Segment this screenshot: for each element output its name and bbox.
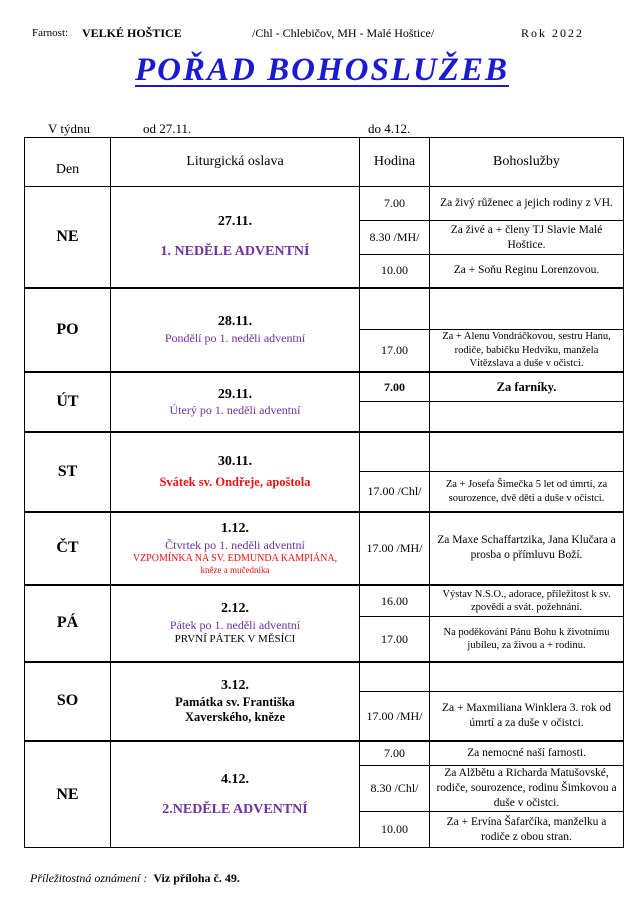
service-cell: Za + Ervína Šafarčíka, manželku a rodiče z obou stran. — [430, 812, 624, 848]
schedule-table — [24, 137, 624, 848]
year: Rok 2022 — [521, 26, 585, 40]
villages-legend: /Chl - Chlebičov, MH - Malé Hoštice/ — [252, 26, 435, 40]
service-cell: Za živý růženec a jejich rodiny z VH. — [430, 187, 624, 221]
celebration-cell — [111, 372, 360, 432]
table-header-row — [25, 138, 624, 187]
hour-cell: 8.30 /MH/ — [360, 221, 430, 255]
date: 2.12. — [221, 601, 249, 617]
table-row — [25, 288, 624, 330]
service-cell: Za + Soňu Reginu Lorenzovou. — [430, 255, 624, 288]
day-cell: PO — [25, 288, 111, 372]
celebration-name: Památka sv. Františka Xaverského, kněze — [175, 694, 295, 725]
service-cell: Za Maxe Schaffartzika, Jana Klučara a prosba o přímluvu Boží. — [430, 512, 624, 585]
celebration-cell — [111, 288, 360, 372]
date: 28.11. — [217, 314, 253, 330]
hour-cell — [360, 662, 430, 692]
table-row — [25, 585, 624, 617]
hour-cell: 10.00 — [360, 255, 430, 288]
date: 3.12. — [221, 678, 249, 694]
service-cell — [430, 288, 624, 330]
table-row — [25, 662, 624, 692]
week-label: V týdnu — [48, 121, 91, 136]
celebration-name: Úterý po 1. neděli adventní — [169, 403, 301, 418]
day-cell: NE — [25, 187, 111, 288]
memorial-subtitle: kněze a mučedníka — [200, 565, 270, 576]
celebration-cell — [111, 512, 360, 585]
date: 30.11. — [217, 454, 253, 470]
service-cell — [430, 432, 624, 472]
col-header-hour: Hodina — [360, 138, 430, 187]
day-cell: SO — [25, 662, 111, 741]
hour-cell: 7.00 — [360, 187, 430, 221]
service-cell — [430, 662, 624, 692]
memorial: VZPOMÍNKA NA SV. EDMUNDA KAMPIÁNA, — [132, 552, 338, 564]
table-row — [25, 372, 624, 402]
footer-label: Příležitostná oznámení : — [30, 871, 148, 885]
hour-cell — [360, 288, 430, 330]
celebration-cell — [111, 741, 360, 848]
celebration-cell — [111, 432, 360, 512]
celebration-name: Svátek sv. Ondřeje, apoštola — [159, 474, 311, 489]
hour-cell: 16.00 — [360, 585, 430, 617]
service-cell — [430, 402, 624, 432]
week-from: od 27.11. — [143, 121, 192, 136]
table-row — [25, 187, 624, 221]
hour-cell: 7.00 — [360, 372, 430, 402]
page-title: POŘAD BOHOSLUŽEB — [135, 52, 509, 88]
hour-cell: 8.30 /Chl/ — [360, 766, 430, 812]
celebration-name: Pátek po 1. neděli adventní — [169, 617, 301, 632]
table-row — [25, 432, 624, 472]
service-cell: Za farníky. — [430, 372, 624, 402]
service-cell: Za nemocné naší farnosti. — [430, 741, 624, 766]
hour-cell: 17.00 — [360, 617, 430, 662]
service-cell: Za + Josefa Šimečka 5 let od úmrtí, za sourozence, dvě děti a duše v očistci. — [430, 472, 624, 512]
celebration-name: 2.NEDĚLE ADVENTNÍ — [162, 801, 308, 817]
service-cell: Na poděkování Pánu Bohu k životnímu jubileu, za živou a + rodinu. — [430, 617, 624, 662]
celebration-name: Pondělí po 1. neděli adventní — [164, 330, 306, 345]
parish-label: Farnost: — [32, 27, 69, 39]
date: 27.11. — [217, 214, 253, 230]
hour-cell: 17.00 — [360, 330, 430, 372]
table-row — [25, 512, 624, 585]
hour-cell — [360, 402, 430, 432]
service-cell: Za Alžbětu a Richarda Matušovské, rodiče, sourozence, rodinu Šimkovou a duše v očistci. — [430, 766, 624, 812]
col-header-services: Bohoslužby — [430, 138, 624, 187]
day-cell: NE — [25, 741, 111, 848]
col-header-day: Den — [25, 138, 111, 187]
celebration-note: PRVNÍ PÁTEK V MĚSÍCI — [174, 632, 296, 645]
service-cell: Za + Alenu Vondráčkovou, sestru Hanu, rodiče, babičku Hedviku, manžela Vítězslava a duše v očistci. — [430, 330, 624, 372]
celebration-cell — [111, 585, 360, 662]
celebration-cell — [111, 187, 360, 288]
hour-cell: 7.00 — [360, 741, 430, 766]
hour-cell: 17.00 /MH/ — [360, 692, 430, 741]
footer-text: Viz příloha č. 49. — [153, 871, 240, 885]
service-cell: Výstav N.S.O., adorace, příležitost k sv. zpovědi a svát. požehnání. — [430, 585, 624, 617]
day-cell: PÁ — [25, 585, 111, 662]
day-cell: ST — [25, 432, 111, 512]
hour-cell: 17.00 /MH/ — [360, 512, 430, 585]
day-cell: ČT — [25, 512, 111, 585]
day-cell: ÚT — [25, 372, 111, 432]
footer — [30, 871, 240, 886]
celebration-name: Čtvrtek po 1. neděli adventní — [165, 537, 305, 552]
date: 4.12. — [221, 772, 249, 788]
service-cell: Za + Maxmiliana Winklera 3. rok od úmrtí a za duše v očistci. — [430, 692, 624, 741]
celebration-name: 1. NEDĚLE ADVENTNÍ — [160, 243, 310, 259]
service-cell: Za živé a + členy TJ Slavie Malé Hoštice. — [430, 221, 624, 255]
parish-name: VELKÉ HOŠTICE — [82, 26, 182, 40]
hour-cell — [360, 432, 430, 472]
date: 29.11. — [217, 386, 253, 402]
table-row — [25, 741, 624, 766]
celebration-cell — [111, 662, 360, 741]
hour-cell: 17.00 /Chl/ — [360, 472, 430, 512]
date: 1.12. — [221, 521, 249, 537]
week-to: do 4.12. — [368, 121, 411, 136]
hour-cell: 10.00 — [360, 812, 430, 848]
col-header-celebration: Liturgická oslava — [111, 138, 360, 187]
